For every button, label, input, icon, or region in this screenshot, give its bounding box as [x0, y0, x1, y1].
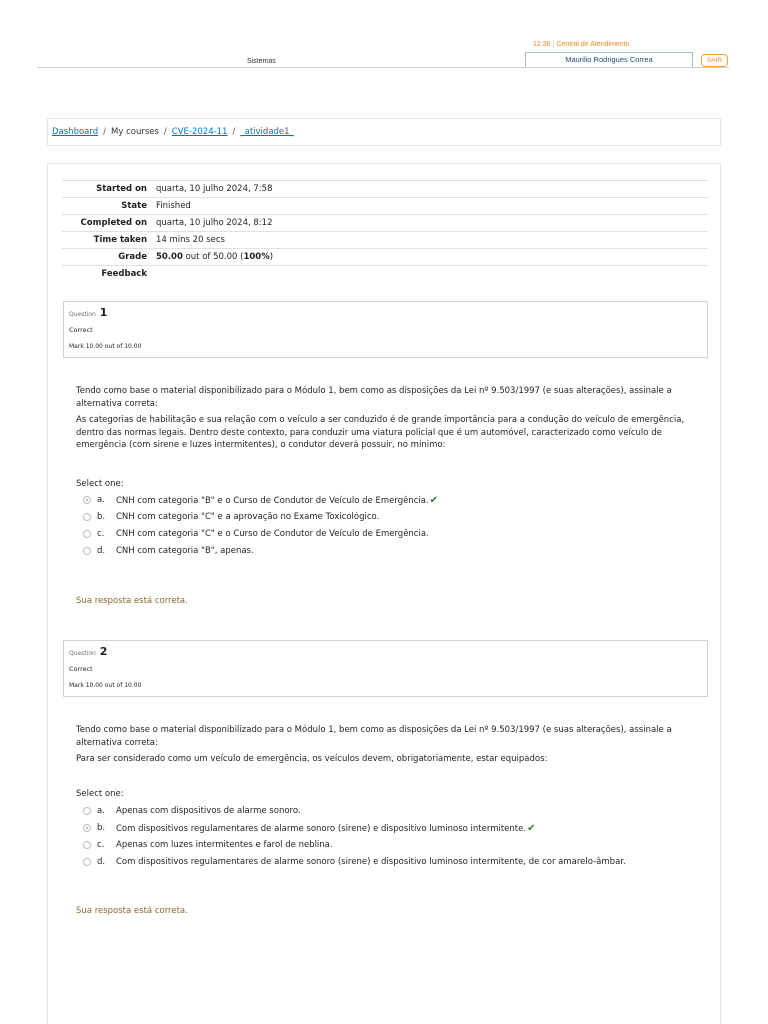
breadcrumb-separator: /: [163, 127, 167, 137]
question-number: [69, 306, 107, 319]
option-label: Com dispositivos regulamentares de alarme sonoro (sirene) e dispositivo luminoso intermitente.: [116, 824, 527, 834]
question-body: As categorias de habilitação e sua relação com o veículo a ser conduzido é de grande importância para a condução do veículo de emergência, dentro das normas legais. Dentro deste contexto, para conduzir uma viatura policial que é um automóvel, caracterizado como veículo de emergência (com sirene e luzes intermitentes), o condutor deverá possuir, no mínimo:: [76, 415, 685, 451]
check-icon: ✔: [429, 495, 439, 506]
user-name-box[interactable]: Maurilio Rodrigues Correa: [525, 52, 693, 67]
option-letter: d.: [97, 546, 106, 556]
summary-row-feedback: [62, 266, 708, 283]
option-text: CNH com categoria "B", apenas.: [116, 546, 254, 556]
summary-row-time: [62, 232, 708, 249]
feedback-label: Feedback: [101, 269, 147, 279]
question-2-info: [63, 640, 708, 697]
completed-on-value: quarta, 10 julho 2024, 8:12: [156, 218, 273, 228]
check-icon: ✔: [527, 823, 536, 834]
summary-row-grade: [62, 249, 708, 266]
attempt-summary-table: [62, 180, 708, 282]
grade-out-of: out of 50.00 (: [182, 252, 244, 262]
logout-button[interactable]: SAIR: [701, 54, 728, 67]
select-one-label: Select one:: [76, 479, 124, 489]
feedback-value: [152, 266, 708, 283]
question-body: Para ser considerado como um veículo de emergência, os veículos devem, obrigatoriamente, estar equipados:: [76, 754, 548, 765]
option-text: [116, 492, 438, 510]
clock-time: 12:36: [533, 41, 551, 48]
answer-option[interactable]: [82, 854, 702, 871]
option-label: CNH com categoria "B" e o Curso de Condutor de Veículo de Emergência.: [116, 496, 429, 506]
select-one-label: Select one:: [76, 789, 124, 799]
summary-row-started: [62, 181, 708, 198]
grade-score: 50.00: [156, 252, 183, 262]
time-taken-value: 14 mins 20 secs: [156, 235, 225, 245]
quiz-review-region: [47, 163, 721, 1024]
clock-and-help: [533, 41, 630, 48]
question-label: Question: [69, 311, 96, 318]
radio-button[interactable]: [83, 841, 91, 849]
grade-value: [152, 249, 708, 266]
question-number-value: 2: [99, 645, 108, 658]
option-letter: d.: [97, 857, 106, 867]
answer-option[interactable]: [82, 820, 702, 837]
question-2-text: [76, 724, 706, 770]
answer-option[interactable]: [82, 837, 702, 854]
option-text: Apenas com luzes intermitentes e farol de neblina.: [116, 840, 333, 850]
state-label: State: [121, 201, 147, 211]
option-letter: a.: [97, 495, 105, 505]
option-text: [116, 820, 535, 838]
question-1-answers: [82, 492, 702, 560]
grade-close: ): [269, 252, 274, 262]
radio-button[interactable]: [83, 547, 91, 555]
question-mark: Mark 10.00 out of 10.00: [69, 343, 142, 350]
option-letter: a.: [97, 806, 105, 816]
breadcrumb-separator: /: [232, 127, 236, 137]
radio-button-selected[interactable]: [83, 496, 91, 504]
radio-button[interactable]: [83, 530, 91, 538]
option-text: CNH com categoria "C" e a aprovação no Exame Toxicológico.: [116, 512, 380, 522]
question-number-value: 1: [99, 306, 108, 319]
state-value: Finished: [156, 201, 191, 211]
summary-row-state: [62, 198, 708, 215]
question-2-answers: [82, 803, 702, 871]
question-1-info: [63, 301, 708, 358]
question-number: [69, 645, 107, 658]
started-on-value: quarta, 10 julho 2024, 7:58: [156, 184, 273, 194]
question-1-feedback: Sua resposta está correta.: [76, 596, 188, 606]
radio-button-selected[interactable]: [83, 824, 91, 832]
option-letter: b.: [97, 823, 106, 833]
option-letter: b.: [97, 512, 106, 522]
summary-row-completed: [62, 215, 708, 232]
grade-percent: 100%: [243, 252, 270, 262]
option-text: Apenas com dispositivos de alarme sonoro.: [116, 806, 301, 816]
option-text: CNH com categoria "C" e o Curso de Condutor de Veículo de Emergência.: [116, 529, 429, 539]
answer-option[interactable]: [82, 526, 702, 543]
completed-on-label: Completed on: [80, 218, 147, 228]
help-center-link[interactable]: Central de Atendimento: [556, 41, 630, 48]
option-text: Com dispositivos regulamentares de alarme sonoro (sirene) e dispositivo luminoso intermitente, de cor amarelo-âmbar.: [116, 857, 626, 867]
question-mark: Mark 10.00 out of 10.00: [69, 682, 142, 689]
started-on-label: Started on: [96, 184, 147, 194]
breadcrumb-separator: /: [103, 127, 106, 137]
radio-button[interactable]: [83, 807, 91, 815]
question-1-text: [76, 385, 706, 456]
answer-option[interactable]: [82, 543, 702, 560]
breadcrumb-course-link[interactable]: CVE-2024-11: [171, 127, 228, 137]
question-intro: Tendo como base o material disponibilizado para o Módulo 1, bem como as disposições da Lei nº 9.503/1997 (e suas alterações), assinale a alternativa correta:: [76, 725, 672, 748]
question-2-feedback: Sua resposta está correta.: [76, 906, 188, 916]
question-label: Question: [69, 650, 96, 657]
question-intro: Tendo como base o material disponibilizado para o Módulo 1, bem como as disposições da Lei nº 9.503/1997 (e suas alterações), assinale a alternativa correta:: [76, 386, 672, 409]
answer-option[interactable]: [82, 803, 702, 820]
answer-option[interactable]: [82, 492, 702, 509]
answer-option[interactable]: [82, 509, 702, 526]
breadcrumb-my-courses: My courses: [111, 127, 159, 137]
separator: |: [552, 41, 555, 48]
systems-menu[interactable]: Sistemas: [247, 58, 276, 65]
breadcrumb-dashboard-link[interactable]: Dashboard: [52, 127, 99, 137]
option-letter: c.: [97, 840, 105, 850]
grade-label: Grade: [118, 252, 147, 262]
breadcrumb-container: [47, 118, 721, 146]
top-bar: [0, 0, 768, 72]
time-taken-label: Time taken: [93, 235, 147, 245]
question-state: Correct: [69, 326, 93, 334]
question-state: Correct: [69, 665, 93, 673]
breadcrumb: [52, 127, 294, 137]
radio-button[interactable]: [83, 858, 91, 866]
option-letter: c.: [97, 529, 105, 539]
radio-button[interactable]: [83, 513, 91, 521]
header-divider: [37, 67, 729, 68]
breadcrumb-activity-link[interactable]: _atividade1_: [240, 127, 294, 137]
